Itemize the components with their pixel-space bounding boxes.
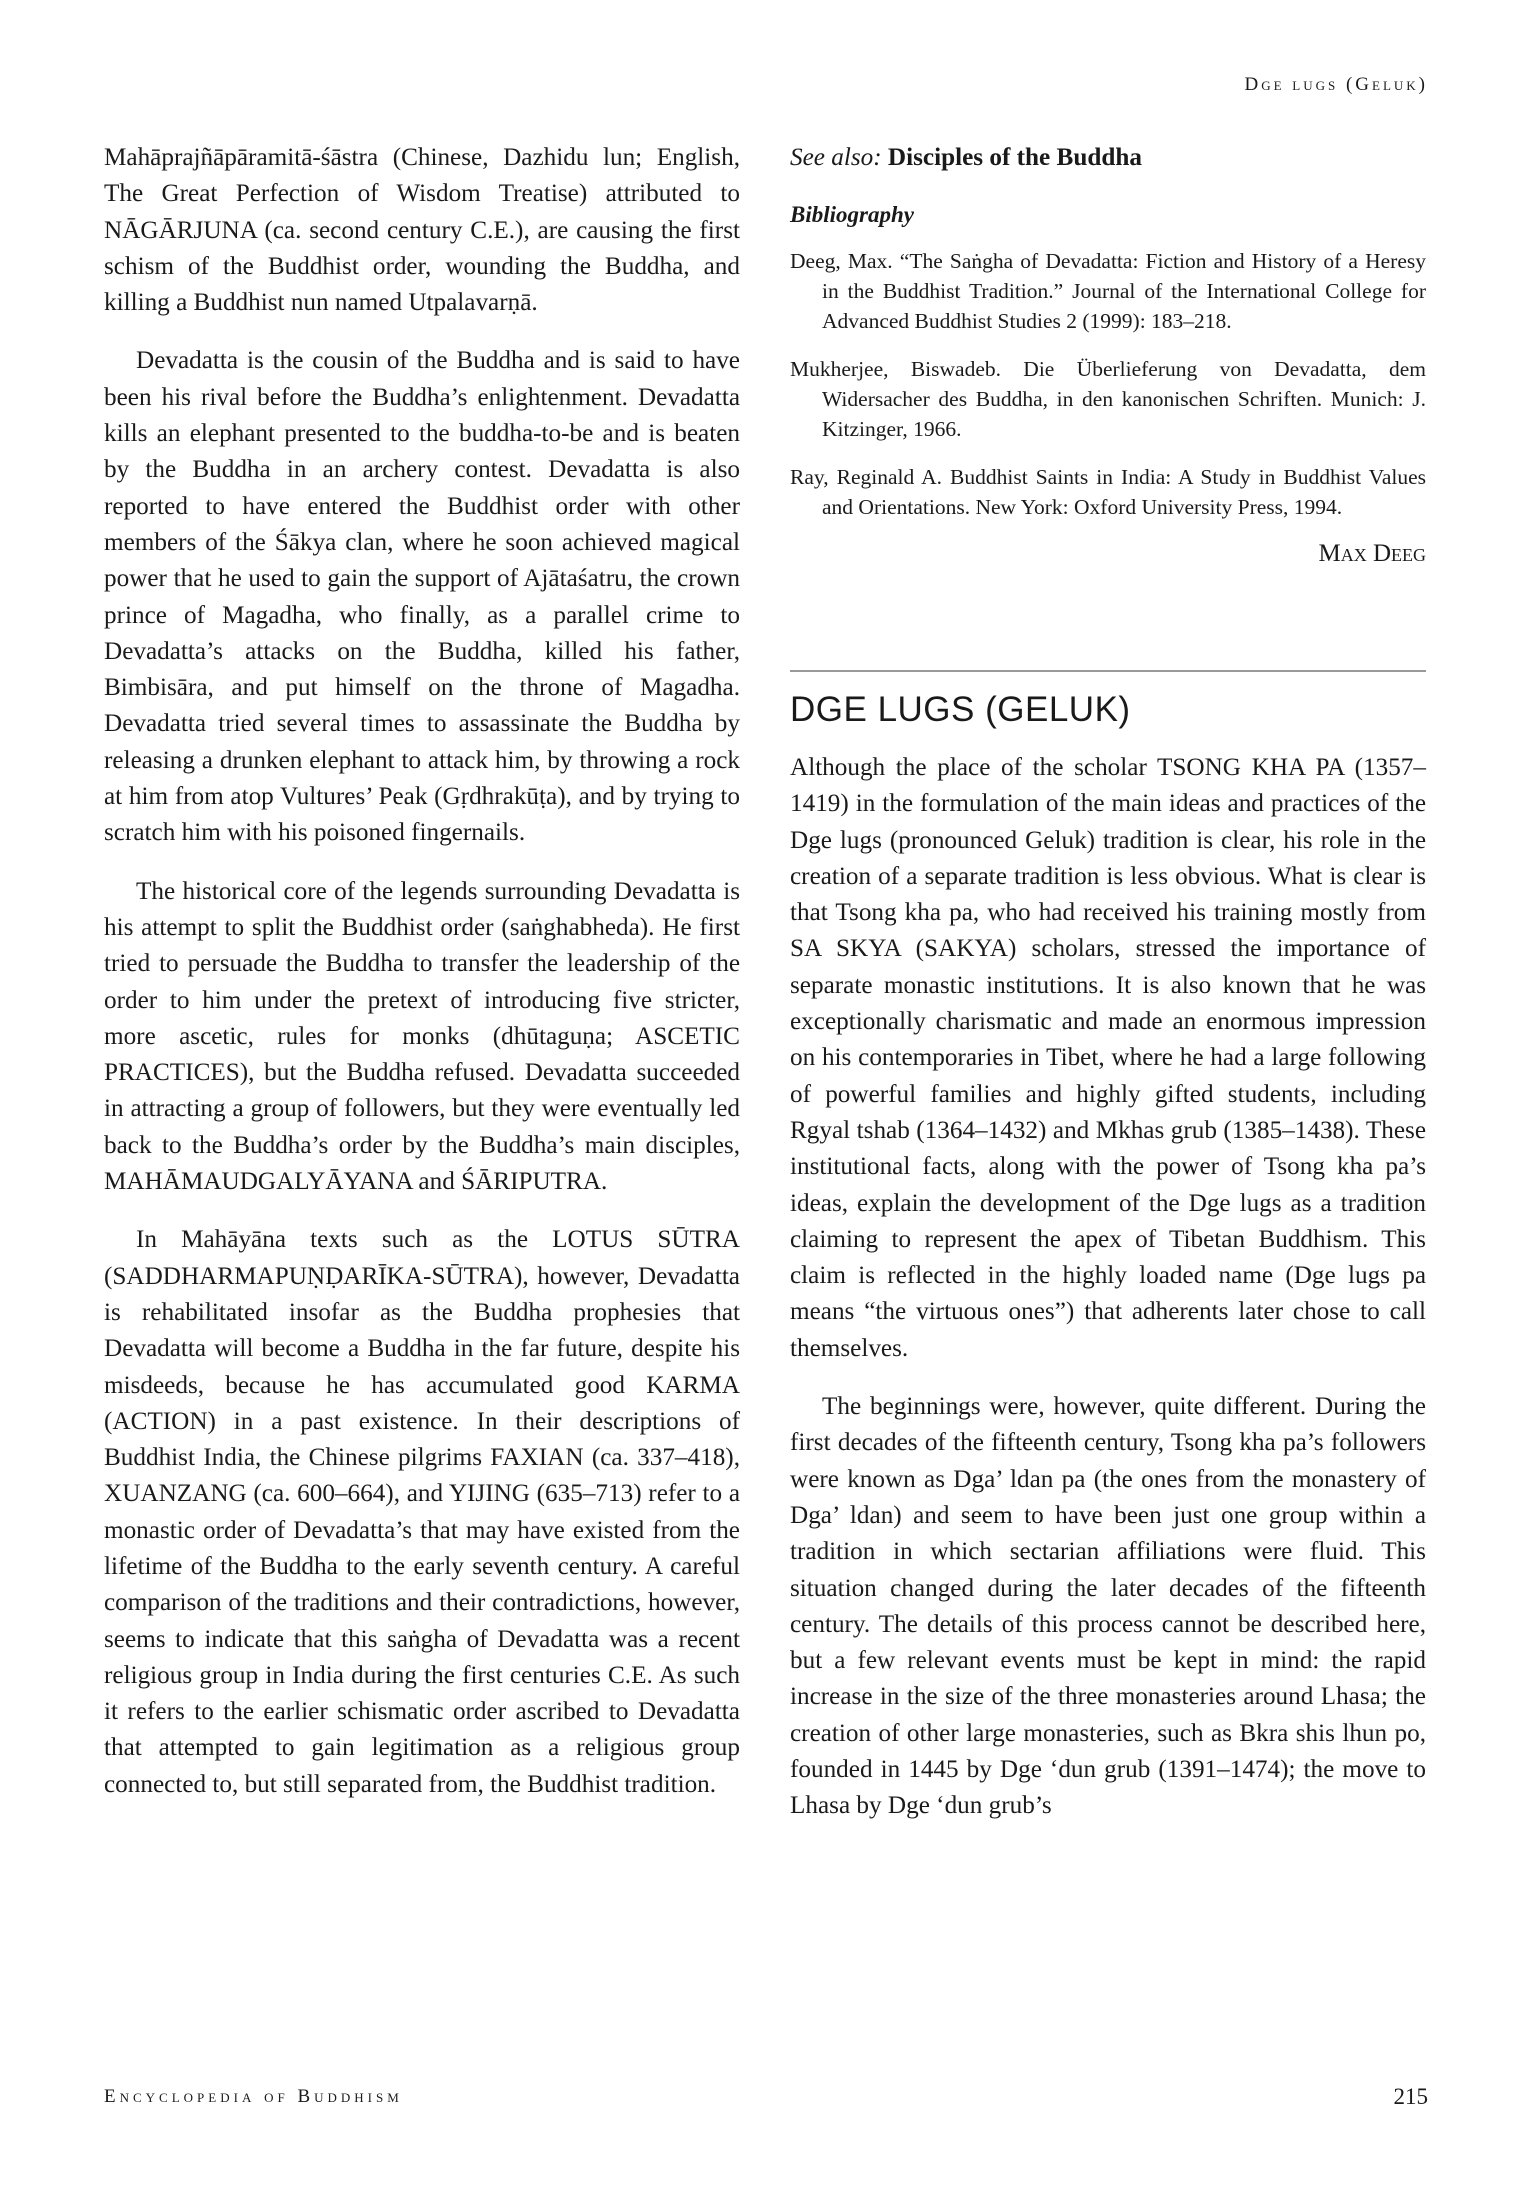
entry-title: DGE LUGS (GELUK) <box>790 690 1131 729</box>
body-paragraph: The beginnings were, however, quite different. During the first decades of the fifteenth century, Tsong kha pa’s followers were known as Dga’ ldan pa (the ones from the monastery of Dga’ ldan) and seem to have been just one group within a tradition in which sectarian affiliations were fluid. This situation changed during the later decades of the fifteenth century. The details of this process cannot be described here, but a few relevant events must be kept in mind: the rapid increase in the size of the three monasteries around Lhasa; the creation of other large monasteries, such as Bkra shis lhun po, founded in 1445 by Dge ‘dun grub (1391–1474); the move to Lhasa by Dge ‘dun grub’s <box>790 1393 1426 1820</box>
running-head: Dge lugs (Geluk) <box>1244 74 1428 95</box>
see-also <box>790 140 1426 176</box>
right-column <box>790 140 1426 1847</box>
body-paragraph: Devadatta is the cousin of the Buddha and is said to have been his rival before the Buddha’s enlightenment. Devadatta kills an elephant presented to the buddha-to-be and is beaten by the Buddha in an archery contest. Devadatta is also reported to have entered the Buddhist order with other members of the Śākya clan, where he soon achieved magical power that he used to gain the support of Ajātaśatru, the crown prince of Magadha, who finally, as a parallel crime to Devadatta’s attacks on the Buddha, killed his father, Bimbisāra, and put himself on the throne of Magadha. Devadatta tried several times to assassinate the Buddha by releasing a drunken elephant to attack him, by throwing a rock at him from atop Vultures’ Peak (Gṛdhrakūṭa), and by trying to scratch him with his poisoned fingernails. <box>104 347 740 847</box>
left-column <box>104 140 740 1825</box>
bibliography-entry: Ray, Reginald A. Buddhist Saints in India: A Study in Buddhist Values and Orientations. New York: Oxford University Press, 1994. <box>790 465 1426 519</box>
see-also-link[interactable]: Disciples of the Buddha <box>887 144 1142 171</box>
body-paragraph: In Mahāyāna texts such as the LOTUS SŪTRA (SADDHARMAPUṆḌARĪKA-SŪTRA), however, Devadatta is rehabilitated insofar as the Buddha prophesies that Devadatta will become a Buddha in the far future, despite his misdeeds, because he has accumulated good KARMA (ACTION) in a past existence. In their descriptions of Buddhist India, the Chinese pilgrims FAXIAN (ca. 337–418), XUANZANG (ca. 600–664), and YIJING (635–713) refer to a monastic order of Devadatta’s that may have existed from the lifetime of the Buddha to the early seventh century. A careful comparison of the traditions and their contradictions, however, seems to indicate that this saṅgha of Devadatta was a recent religious group in India during the first centuries C.E. As such it refers to the earlier schismatic order ascribed to Devadatta that attempted to gain legitimation as a religious group connected to, but still separated from, the Buddhist tradition. <box>104 1226 740 1798</box>
bibliography-entry: Deeg, Max. “The Saṅgha of Devadatta: Fiction and History of a Heresy in the Buddhist Tradition.” Journal of the International College for Advanced Buddhist Studies 2 (1999): 183–218. <box>790 249 1426 333</box>
bibliography-heading: Bibliography <box>790 202 914 227</box>
page-number: 215 <box>1393 2084 1428 2109</box>
body-paragraph: Although the place of the scholar TSONG KHA PA (1357–1419) in the formulation of the main ideas and practices of the Dge lugs (pronounced Geluk) tradition is clear, his role in the creation of a separate tradition is less obvious. What is clear is that Tsong kha pa, who had received his training mostly from SA SKYA (SAKYA) scholars, stressed the importance of separate monastic institutions. It is also known that he was exceptionally charismatic and made an enormous impression on his contemporaries in Tibet, where he had a large following of powerful families and highly gifted students, including Rgyal tshab (1364–1432) and Mkhas grub (1385–1438). These institutional facts, along with the power of Tsong kha pa’s ideas, explain the development of the Dge lugs as a tradition claiming to represent the apex of Tibetan Buddhism. This claim is reflected in the highly loaded name (Dge lugs pa means “the virtuous ones”) that adherents later chose to call themselves. <box>790 754 1426 1362</box>
section-divider <box>790 670 1426 672</box>
footer-book-title: Encyclopedia of Buddhism <box>104 2086 403 2107</box>
article-author: Max Deeg <box>1318 540 1426 567</box>
body-paragraph: Mahāprajñāpāramitā-śāstra (Chinese, Dazhidu lun; English, The Great Perfection of Wisdom Treatise) attributed to NĀGĀRJUNA (ca. second century C.E.), are causing the first schism of the Buddhist order, wounding the Buddha, and killing a Buddhist nun named Utpalavarṇā. <box>104 144 740 317</box>
bibliography-entry: Mukherjee, Biswadeb. Die Überlieferung von Devadatta, dem Widersacher des Buddha, in den kanonischen Schriften. Munich: J. Kitzinger, 1966. <box>790 357 1426 441</box>
body-paragraph: The historical core of the legends surrounding Devadatta is his attempt to split the Buddhist order (saṅghabheda). He first tried to persuade the Buddha to transfer the leadership of the order to him under the pretext of introducing five stricter, more ascetic, rules for monks (dhūtaguṇa; ASCETIC PRACTICES), but the Buddha refused. Devadatta succeeded in attracting a group of followers, but they were eventually led back to the Buddha’s order by the Buddha’s main disciples, MAHĀMAUDGALYĀYANA and ŚĀRIPUTRA. <box>104 877 740 1196</box>
see-also-label: See also: <box>790 144 882 171</box>
